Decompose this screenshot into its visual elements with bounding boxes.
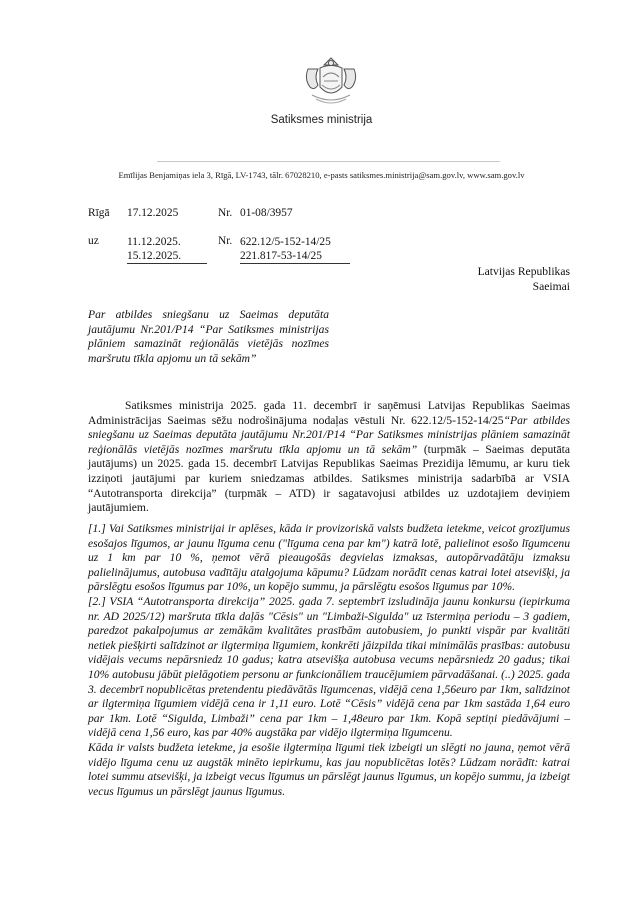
question-paragraph: Kāda ir valsts budžeta ietekme, ja esošie ilgtermiņa līgumi tiek izbeigti un slēgti no jauna, ņemot vērā vidējo līguma cenu uz augstāk minēto iepirkumu, kas jau nopublicētas lotēs? Lūdzam norādīt: katrai lotei summu atsevišķi, ja izbeigt vecus līgumus un pārslēgt jaunus līgumus, un kopējo summu, ja izbeigt vecus līgumus un pārslēgt jaunus līgumus. bbox=[88, 740, 570, 798]
ministry-name: Satiksmes ministrija bbox=[270, 114, 373, 126]
question-paragraph: [2.] VSIA “Autotransporta direkcija” 2025. gada 7. septembrī izsludināja jaunu konkursu (iepirkuma nr. AD 2025/12) maršruta tīkla daļās "Cēsis" un "Limbaži-Sigulda" uz īstermiņa periodu – 3 gadiem, paredzot pakalpojumus ar zemākām kvalitātes prasībām autobusiem, jo punkti vispār par kvalitāti netiek piešķirti salīdzinot ar ilgtermiņa līgumiem, konkrēti jāizpilda tikai minimālās prasības: autobusu vidējais vecums nepārsniedz 10 gadus; katra atsevišķa autobusa vecums nepārsniedz 20 gadus; tikai 10% autobusu jābūt pielāgotiem personu ar funkcionāliem traucējumiem pārvadāšanai. (..) 2025. gada 3. decembrī nopublicētas pretendentu piedāvātās līgumcenas, vidējā cena 1,56euro par 1km, salīdzinot ar ilgtermiņa līgumiem vidējā cena ir 1,11 euro. Lotē “Cēsis” vidējā cena par 1km sastāda 1,64 euro par 1km. Lotē “Sigulda, Limbaži” cena par 1km – 1,48euro par 1km. Kopā septiņi piedāvājumi – vidējā cena 1,56 euro, kas par 40% augstāka par vidējo ilgtermiņa līgumcenu. bbox=[88, 594, 570, 740]
place-label: Rīgā bbox=[88, 207, 110, 219]
reference-number: 221.817-53-14/25 bbox=[240, 250, 350, 264]
to-label: uz bbox=[88, 235, 99, 247]
ministry-address: Emīlijas Benjamiņas iela 3, Rīgā, LV-1743, tālr. 67028210, e-pasts satiksmes.ministrija@sam.gov.lv, www.sam.gov.lv bbox=[118, 170, 525, 180]
nr-label: Nr. bbox=[218, 207, 233, 219]
question-paragraph: [1.] Vai Satiksmes ministrijai ir aplēses, kāda ir provizoriskā valsts budžeta ietekme, veicot grozījumus esošajos līgumos, ar jaunu līguma cenu ("līguma cena par km") katrā lotē, palielinot esošo līgumcenu uz 1 km par 10 %, ņemot vērā pieaugošās degvielas izmaksas, autopārvadātāju izmaksu palielinājumus, autobusa vadītāju atalgojuma kāpumu? Lūdzam norādīt cenas katrai lotei atsevišķi, ja pārslēgtu esošos līgumus par 10%, un kopējo summu, ja pārslēgtu esošos līgumus par 10%. bbox=[88, 522, 570, 594]
reference-date: 11.12.2025. bbox=[127, 236, 181, 248]
reference-date: 15.12.2025. bbox=[127, 250, 207, 264]
ref-nr-label: Nr. bbox=[218, 235, 233, 247]
intro-paragraph bbox=[88, 399, 570, 516]
document-number: 01-08/3957 bbox=[240, 207, 293, 219]
reference-dates bbox=[127, 235, 207, 264]
questions-section bbox=[88, 522, 570, 799]
reference-numbers bbox=[240, 235, 350, 264]
recipient bbox=[478, 264, 570, 294]
recipient-line: Latvijas Republikas bbox=[477, 265, 570, 278]
coat-of-arms-icon bbox=[300, 55, 362, 110]
intro-quoted-title: “Par atbildes sniegšanu uz Saeimas deputāta jautājumu Nr.201/P14 “Par Satiksmes ministrijas plāniem samazināt reģionālās vietējās nozīmes maršrutu tīkla apjomu un tā sekām” bbox=[88, 413, 570, 456]
recipient-line: Saeimai bbox=[532, 280, 570, 293]
header-divider bbox=[157, 161, 500, 162]
document-date: 17.12.2025 bbox=[127, 207, 179, 219]
reference-number: 622.12/5-152-14/25 bbox=[240, 236, 331, 248]
intro-text: Satiksmes ministrija 2025. gada 11. decembrī ir saņēmusi Latvijas Republikas Saeimas Administrācijas Saeimas sēžu nodrošinājuma nodaļas vēstuli Nr. 622.12/5-152-14/25 bbox=[88, 399, 570, 427]
letter-subject: Par atbildes sniegšanu uz Saeimas deputāta jautājumu Nr.201/P14 “Par Satiksmes ministrijas plāniem samazināt reģionālās vietējās nozīmes maršrutu tīkla apjomu un tā sekām” bbox=[88, 308, 329, 365]
intro-text: (turpmāk – Saeimas deputāta jautājums) un 2025. gada 15. decembrī Latvijas Republikas Saeimas Prezidija lēmumu, ar kuru tiek izziņoti jautājumi par kuriem sniedzamas atbildes. Satiksmes ministrija sadarbībā ar VSIA “Autotransporta direkcija” (turpmāk – ATD) ir sagatavojusi atbildes uz uzdotajiem deviņiem jautājumiem. bbox=[88, 442, 570, 515]
